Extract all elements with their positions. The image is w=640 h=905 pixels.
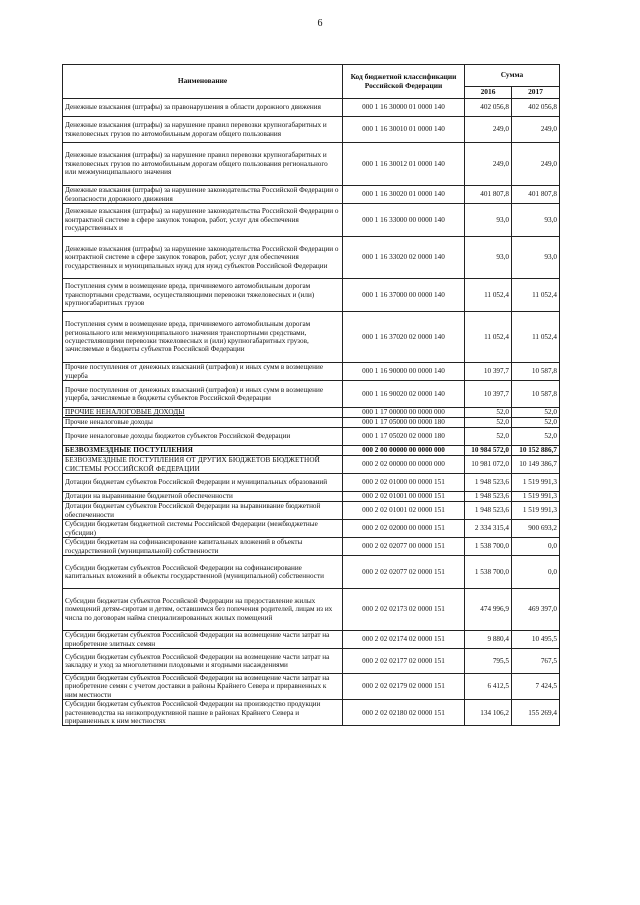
table-row — [63, 418, 560, 428]
table-row — [63, 631, 560, 649]
row-name: Прочие поступления от денежных взысканий (штрафов) и иных сумм в возмещение ущерба, зачисляемые в бюджеты субъектов Российской Федерации — [63, 381, 343, 408]
row-value-2017: 52,0 — [512, 408, 560, 418]
row-name: Денежные взыскания (штрафы) за нарушение правил перевозки крупногабаритных и тяжеловесных грузов по автомобильным дорогам общего пользования регионального или межмуниципального значения — [63, 143, 343, 186]
row-code: 000 1 16 30020 01 0000 140 — [343, 186, 465, 204]
row-value-2017: 249,0 — [512, 117, 560, 143]
row-name: Субсидии бюджетам субъектов Российской Федерации на возмещение части затрат на приобретение семян с учетом доставки в районы Крайнего Севера и приравненных к ним местности — [63, 674, 343, 700]
row-value-2017: 401 807,8 — [512, 186, 560, 204]
row-value-2017: 900 693,2 — [512, 520, 560, 538]
row-name: Субсидии бюджетам субъектов Российской Федерации на софинансирование капитальных вложений в объекты государственной (муниципальной) собственности — [63, 556, 343, 589]
row-code: 000 1 16 30012 01 0000 140 — [343, 143, 465, 186]
table-row — [63, 381, 560, 408]
row-name: Субсидии бюджетам на софинансирование капитальных вложений в объекты государственной (муниципальной) собственности — [63, 538, 343, 556]
row-value-2016: 10 397,7 — [465, 363, 512, 381]
row-value-2017: 1 519 991,3 — [512, 474, 560, 492]
row-code: 000 1 17 05020 02 0000 180 — [343, 428, 465, 446]
budget-table — [62, 64, 560, 726]
table-row — [63, 474, 560, 492]
row-value-2017: 155 269,4 — [512, 700, 560, 726]
row-code: 000 2 02 02000 00 0000 151 — [343, 520, 465, 538]
row-value-2016: 249,0 — [465, 143, 512, 186]
row-name: Дотации бюджетам субъектов Российской Федерации и муниципальных образований — [63, 474, 343, 492]
row-code: 000 1 16 37020 02 0000 140 — [343, 312, 465, 363]
row-name: Дотации бюджетам субъектов Российской Федерации на выравнивание бюджетной обеспеченности — [63, 502, 343, 520]
row-code: 000 2 02 02180 02 0000 151 — [343, 700, 465, 726]
page-number: 6 — [317, 18, 323, 29]
row-code: 000 2 02 02174 02 0000 151 — [343, 631, 465, 649]
row-value-2017: 0,0 — [512, 538, 560, 556]
row-value-2017: 469 397,0 — [512, 589, 560, 631]
row-name: Поступления сумм в возмещение вреда, причиняемого автомобильным дорогам транспортными средствами, осуществляющими перевозки тяжеловесных и (или) крупногабаритных грузов — [63, 279, 343, 312]
row-value-2016: 474 996,9 — [465, 589, 512, 631]
row-name: Денежные взыскания (штрафы) за нарушение законодательства Российской Федерации о контрактной системе в сфере закупок товаров, работ, услуг для обеспечения государственных и муниципальных нужд для нужд субъектов Российской Федерации — [63, 237, 343, 279]
row-value-2017: 10 587,8 — [512, 381, 560, 408]
row-name: Субсидии бюджетам бюджетной системы Российской Федерации (межбюджетные субсидии) — [63, 520, 343, 538]
row-code: 000 1 16 33020 02 0000 140 — [343, 237, 465, 279]
row-value-2017: 52,0 — [512, 428, 560, 446]
table-row — [63, 649, 560, 674]
row-name: Денежные взыскания (штрафы) за нарушение законодательства Российской Федерации о контрактной системе в сфере закупок товаров, работ, услуг для обеспечения государственных и — [63, 204, 343, 237]
row-value-2017: 402 056,8 — [512, 99, 560, 117]
row-value-2017: 11 052,4 — [512, 279, 560, 312]
row-name: Субсидии бюджетам субъектов Российской Федерации на производство продукции растениеводства на низкопродуктивной пашне в районах Крайнего Севера и приравненных к ним местностях — [63, 700, 343, 726]
row-code: 000 2 02 01001 02 0000 151 — [343, 502, 465, 520]
table-row — [63, 492, 560, 502]
row-name: Прочие неналоговые доходы — [63, 418, 343, 428]
row-value-2017: 1 519 991,3 — [512, 492, 560, 502]
row-value-2017: 1 519 991,3 — [512, 502, 560, 520]
row-name: ПРОЧИЕ НЕНАЛОГОВЫЕ ДОХОДЫ — [63, 408, 343, 418]
row-code: 000 1 16 30000 01 0000 140 — [343, 99, 465, 117]
header-name: Наименование — [63, 65, 343, 99]
row-value-2016: 10 981 072,0 — [465, 456, 512, 474]
table-row — [63, 502, 560, 520]
row-name: Субсидии бюджетам субъектов Российской Федерации на возмещение части затрат на закладку и уход за многолетними плодовыми и ягодными насаждениями — [63, 649, 343, 674]
row-value-2017: 10 149 386,7 — [512, 456, 560, 474]
row-code: 000 2 02 01000 00 0000 151 — [343, 474, 465, 492]
table-row — [63, 456, 560, 474]
table-row — [63, 428, 560, 446]
row-value-2017: 10 495,5 — [512, 631, 560, 649]
row-value-2016: 10 984 572,0 — [465, 446, 512, 456]
row-value-2016: 1 948 523,6 — [465, 502, 512, 520]
row-value-2017: 0,0 — [512, 556, 560, 589]
row-value-2017: 52,0 — [512, 418, 560, 428]
row-name: Денежные взыскания (штрафы) за нарушение правил перевозки крупногабаритных и тяжеловесных грузов по автомобильным дорогам общего пользования — [63, 117, 343, 143]
header-sum: Сумма — [465, 65, 560, 87]
table-row — [63, 363, 560, 381]
row-value-2016: 93,0 — [465, 204, 512, 237]
row-code: 000 2 02 02173 02 0000 151 — [343, 589, 465, 631]
row-value-2016: 1 538 700,0 — [465, 556, 512, 589]
header-year-2017: 2017 — [512, 87, 560, 99]
row-name: БЕЗВОЗМЕЗДНЫЕ ПОСТУПЛЕНИЯ — [63, 446, 343, 456]
table-row — [63, 538, 560, 556]
row-value-2016: 402 056,8 — [465, 99, 512, 117]
row-name: Денежные взыскания (штрафы) за нарушение законодательства Российской Федерации о безопасности дорожного движения — [63, 186, 343, 204]
table-row — [63, 237, 560, 279]
table-row — [63, 186, 560, 204]
row-name: Прочие поступления от денежных взысканий (штрафов) и иных сумм в возмещение ущерба — [63, 363, 343, 381]
table-row — [63, 520, 560, 538]
row-code: 000 2 02 02179 02 0000 151 — [343, 674, 465, 700]
row-name: Прочие неналоговые доходы бюджетов субъектов Российской Федерации — [63, 428, 343, 446]
row-code: 000 1 17 00000 00 0000 000 — [343, 408, 465, 418]
row-name: Субсидии бюджетам субъектов Российской Федерации на возмещение части затрат на приобретение элитных семян — [63, 631, 343, 649]
row-code: 000 1 17 05000 00 0000 180 — [343, 418, 465, 428]
row-code: 000 1 16 30010 01 0000 140 — [343, 117, 465, 143]
row-value-2016: 6 412,5 — [465, 674, 512, 700]
table-row — [63, 674, 560, 700]
table-row — [63, 312, 560, 363]
row-value-2016: 401 807,8 — [465, 186, 512, 204]
row-code: 000 1 16 37000 00 0000 140 — [343, 279, 465, 312]
table-row — [63, 117, 560, 143]
row-value-2017: 93,0 — [512, 237, 560, 279]
row-code: 000 1 16 33000 00 0000 140 — [343, 204, 465, 237]
row-value-2016: 52,0 — [465, 418, 512, 428]
table-row — [63, 700, 560, 726]
row-name: БЕЗВОЗМЕЗДНЫЕ ПОСТУПЛЕНИЯ ОТ ДРУГИХ БЮДЖЕТОВ БЮДЖЕТНОЙ СИСТЕМЫ РОССИЙСКОЙ ФЕДЕРАЦИИ — [63, 456, 343, 474]
row-name: Дотации на выравнивание бюджетной обеспеченности — [63, 492, 343, 502]
row-code: 000 1 16 90000 00 0000 140 — [343, 363, 465, 381]
row-value-2017: 249,0 — [512, 143, 560, 186]
header-code: Код бюджетной классификации Российской Федерации — [343, 65, 465, 99]
table-row — [63, 556, 560, 589]
row-value-2016: 9 880,4 — [465, 631, 512, 649]
row-value-2017: 93,0 — [512, 204, 560, 237]
table-row — [63, 204, 560, 237]
row-code: 000 1 16 90020 02 0000 140 — [343, 381, 465, 408]
row-value-2016: 1 948 523,6 — [465, 474, 512, 492]
row-value-2016: 1 538 700,0 — [465, 538, 512, 556]
row-value-2017: 767,5 — [512, 649, 560, 674]
row-value-2016: 2 334 315,4 — [465, 520, 512, 538]
row-value-2016: 93,0 — [465, 237, 512, 279]
row-value-2017: 10 152 886,7 — [512, 446, 560, 456]
row-code: 000 2 02 02177 02 0000 151 — [343, 649, 465, 674]
row-value-2016: 10 397,7 — [465, 381, 512, 408]
table-row — [63, 143, 560, 186]
row-code: 000 2 02 02077 00 0000 151 — [343, 538, 465, 556]
table-row — [63, 446, 560, 456]
table-row — [63, 279, 560, 312]
row-name: Поступления сумм в возмещение вреда, причиняемого автомобильным дорогам регионального или межмуниципального значения транспортными средствами, осуществляющими перевозки тяжеловесных и (или) крупногабаритных грузов, зачисляемые в бюджеты субъектов Российской Федерации — [63, 312, 343, 363]
row-value-2016: 11 052,4 — [465, 279, 512, 312]
header-year-2016: 2016 — [465, 87, 512, 99]
row-value-2016: 134 106,2 — [465, 700, 512, 726]
row-value-2017: 10 587,8 — [512, 363, 560, 381]
row-name: Субсидии бюджетам субъектов Российской Федерации на предоставление жилых помещений детям-сиротам и детям, оставшимся без попечения родителей, лицам из их числа по договорам найма специализированных жилых помещений — [63, 589, 343, 631]
table-row — [63, 408, 560, 418]
row-code: 000 2 02 02077 02 0000 151 — [343, 556, 465, 589]
row-code: 000 2 02 01001 00 0000 151 — [343, 492, 465, 502]
row-code: 000 2 00 00000 00 0000 000 — [343, 446, 465, 456]
row-value-2016: 249,0 — [465, 117, 512, 143]
row-value-2016: 11 052,4 — [465, 312, 512, 363]
row-value-2016: 52,0 — [465, 408, 512, 418]
row-value-2016: 1 948 523,6 — [465, 492, 512, 502]
row-name: Денежные взыскания (штрафы) за правонарушения в области дорожного движения — [63, 99, 343, 117]
row-value-2017: 11 052,4 — [512, 312, 560, 363]
row-value-2016: 795,5 — [465, 649, 512, 674]
table-row — [63, 99, 560, 117]
row-code: 000 2 02 00000 00 0000 000 — [343, 456, 465, 474]
row-value-2017: 7 424,5 — [512, 674, 560, 700]
row-value-2016: 52,0 — [465, 428, 512, 446]
table-row — [63, 589, 560, 631]
